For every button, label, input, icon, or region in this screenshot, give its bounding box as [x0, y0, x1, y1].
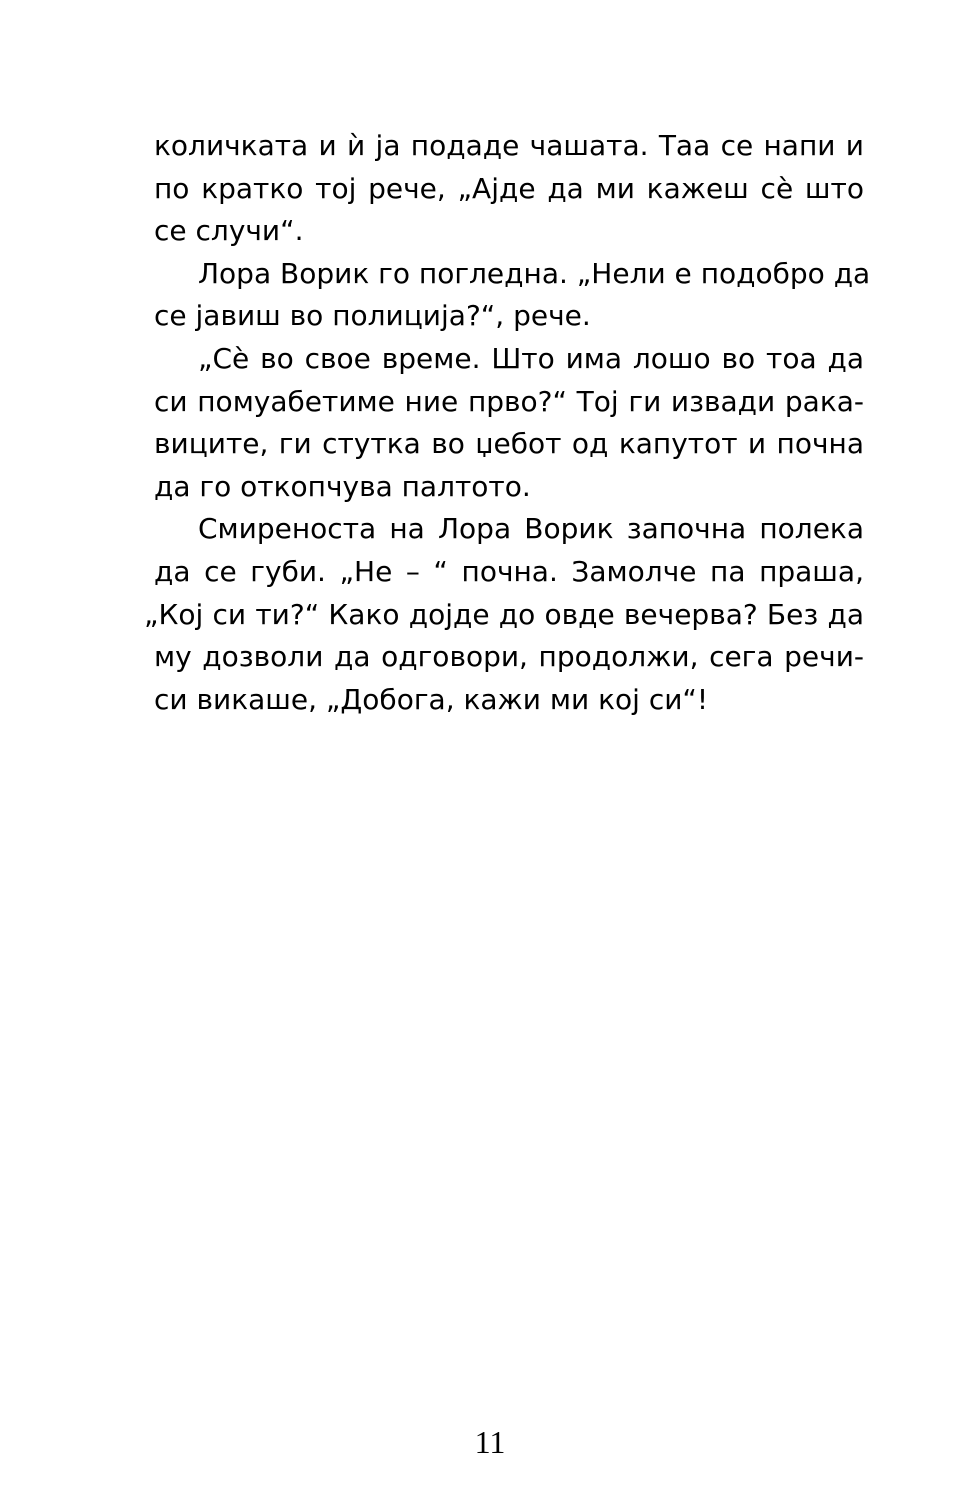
text-line: Лора Ворик го погледна. „Нели е подобро да	[198, 256, 871, 290]
text-line: „Сѐ во свое време. Што има лошо во тоа да	[198, 341, 864, 375]
text-line: се случи“.	[154, 214, 304, 248]
page-number: 11	[474, 1424, 506, 1460]
body-text	[144, 125, 871, 721]
text-line: количката и ѝ ја подаде чашата. Таа се напи и	[154, 129, 864, 162]
text-line: си викаше, „Добога, кажи ми кој си“!	[154, 682, 709, 716]
text-line: се јавиш во полиција?“, рече.	[154, 299, 591, 333]
text-line: да се губи. „Не – “ почна. Замолче па праша,	[154, 554, 864, 588]
text-line: си помуабетиме ние прво?“ Тој ги извади рака-	[154, 384, 864, 418]
text-line: му дозволи да одговори, продолжи, сега речи-	[154, 640, 864, 674]
text-line: виците, ги стутка во џебот од капутот и почна	[154, 427, 864, 461]
text-line: по кратко тој рече, „Ајде да ми кажеш сѐ што	[154, 171, 864, 205]
text-line: да го откопчува палтото.	[154, 469, 531, 503]
text-line: „Кој си ти?“ Како дојде до овде вечерва? Без да	[144, 597, 864, 631]
text-line: Смиреноста на Лора Ворик започна полека	[198, 512, 864, 546]
